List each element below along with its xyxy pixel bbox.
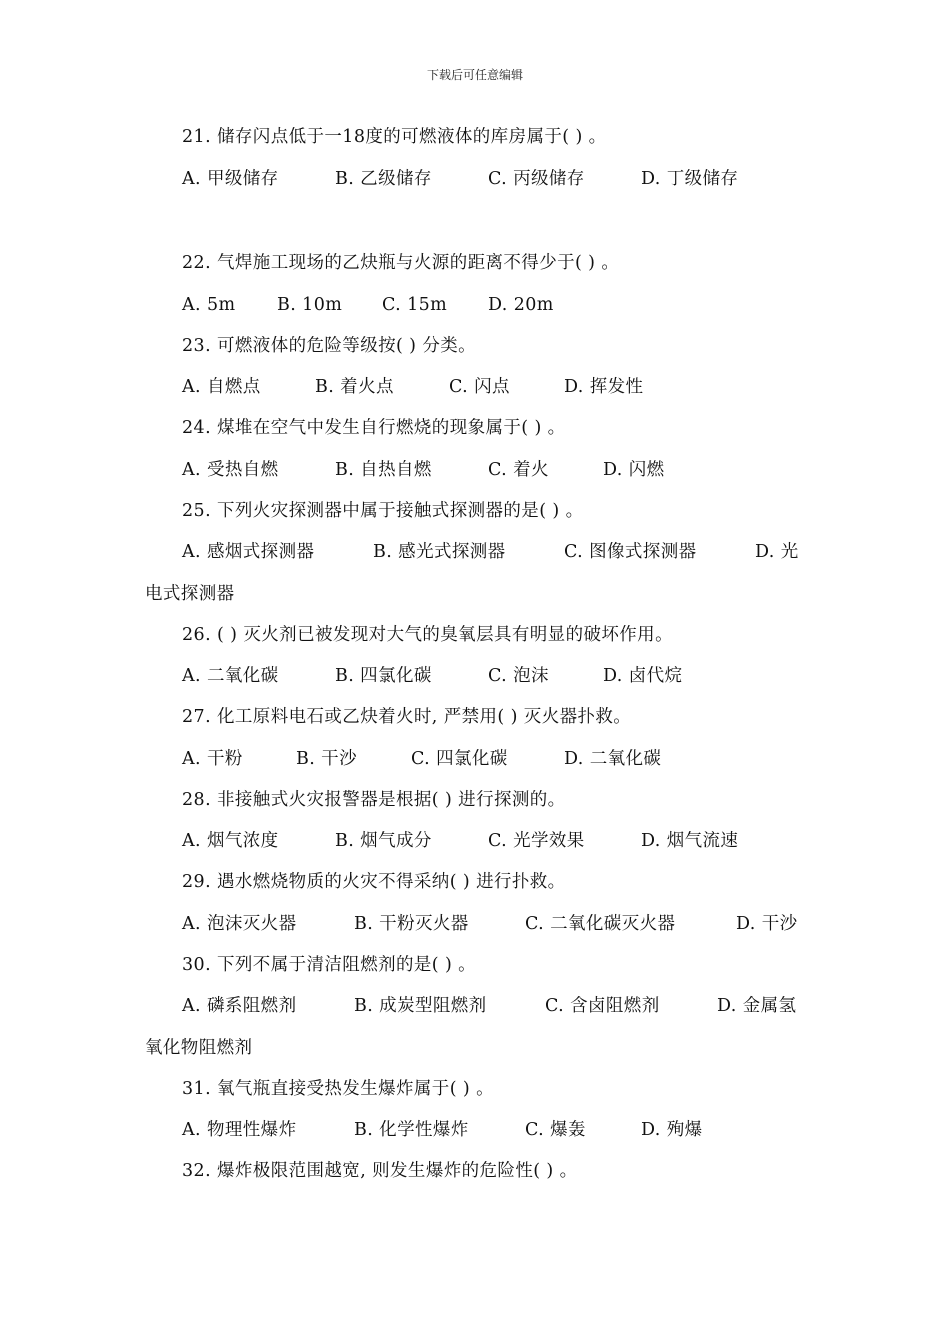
answer-option: B. 10m	[277, 295, 343, 315]
answer-option: A. 5m	[182, 295, 236, 315]
answer-option: B. 自热自燃	[335, 460, 432, 480]
answer-option: D. 丁级储存	[641, 169, 739, 189]
answer-option: A. 二氧化碳	[182, 666, 279, 686]
answer-option: C. 四氯化碳	[411, 749, 508, 769]
answer-option: B. 感光式探测器	[373, 542, 506, 562]
question-text: 30. 下列不属于清洁阻燃剂的是( ) 。	[182, 955, 477, 975]
answer-option: B. 干粉灭火器	[354, 914, 469, 934]
answer-option: D. 光	[755, 542, 799, 562]
answer-option: A. 干粉	[182, 749, 243, 769]
question-text: 24. 煤堆在空气中发生自行燃烧的现象属于( ) 。	[182, 418, 566, 438]
question-text: 22. 气焊施工现场的乙炔瓶与火源的距离不得少于( ) 。	[182, 253, 620, 273]
answer-option: A. 物理性爆炸	[182, 1120, 297, 1140]
answer-option: B. 化学性爆炸	[354, 1120, 469, 1140]
answer-option: C. 丙级储存	[488, 169, 585, 189]
answer-option: B. 干沙	[296, 749, 357, 769]
answer-option: C. 泡沫	[488, 666, 549, 686]
answer-option: B. 成炭型阻燃剂	[354, 996, 487, 1016]
answer-option: C. 含卤阻燃剂	[545, 996, 660, 1016]
answer-option: A. 泡沫灭火器	[182, 914, 297, 934]
answer-option: B. 着火点	[315, 377, 394, 397]
answer-option: D. 金属氢	[717, 996, 797, 1016]
answer-option: B. 乙级储存	[335, 169, 432, 189]
question-text: 27. 化工原料电石或乙炔着火时, 严禁用( ) 灭火器扑救。	[182, 707, 632, 727]
answer-option: D. 干沙	[736, 914, 798, 934]
question-text: 26. ( ) 灭火剂已被发现对大气的臭氧层具有明显的破坏作用。	[182, 625, 673, 645]
answer-option-continuation: 电式探测器	[145, 584, 235, 604]
answer-option: C. 爆轰	[525, 1120, 586, 1140]
answer-option: C. 15m	[382, 295, 448, 315]
question-text: 21. 储存闪点低于一18度的可燃液体的库房属于( ) 。	[182, 127, 607, 147]
answer-option: B. 四氯化碳	[335, 666, 432, 686]
answer-option: A. 自燃点	[182, 377, 261, 397]
answer-option: D. 卤代烷	[603, 666, 683, 686]
answer-option: B. 烟气成分	[335, 831, 432, 851]
answer-option: A. 磷系阻燃剂	[182, 996, 297, 1016]
answer-option: D. 闪燃	[603, 460, 665, 480]
question-text: 28. 非接触式火灾报警器是根据( ) 进行探测的。	[182, 790, 566, 810]
answer-option: C. 二氧化碳灭火器	[525, 914, 676, 934]
page-header: 下载后可任意编辑	[426, 68, 523, 82]
question-text: 23. 可燃液体的危险等级按( ) 分类。	[182, 336, 477, 356]
answer-option: A. 甲级储存	[182, 169, 279, 189]
answer-option: D. 烟气流速	[641, 831, 739, 851]
question-text: 32. 爆炸极限范围越宽, 则发生爆炸的危险性( ) 。	[182, 1161, 578, 1181]
answer-option: D. 挥发性	[564, 377, 644, 397]
answer-option: A. 受热自燃	[182, 460, 279, 480]
answer-option: D. 20m	[488, 295, 554, 315]
question-text: 29. 遇水燃烧物质的火灾不得采纳( ) 进行扑救。	[182, 872, 566, 892]
answer-option: D. 二氧化碳	[564, 749, 662, 769]
answer-option: C. 闪点	[449, 377, 510, 397]
question-text: 31. 氧气瓶直接受热发生爆炸属于( ) 。	[182, 1079, 494, 1099]
answer-option-continuation: 氧化物阻燃剂	[145, 1038, 253, 1058]
answer-option: C. 图像式探测器	[564, 542, 697, 562]
question-text: 25. 下列火灾探测器中属于接触式探测器的是( ) 。	[182, 501, 584, 521]
answer-option: A. 烟气浓度	[182, 831, 279, 851]
answer-option: C. 着火	[488, 460, 549, 480]
answer-option: C. 光学效果	[488, 831, 585, 851]
answer-option: D. 殉爆	[641, 1120, 703, 1140]
answer-option: A. 感烟式探测器	[182, 542, 315, 562]
